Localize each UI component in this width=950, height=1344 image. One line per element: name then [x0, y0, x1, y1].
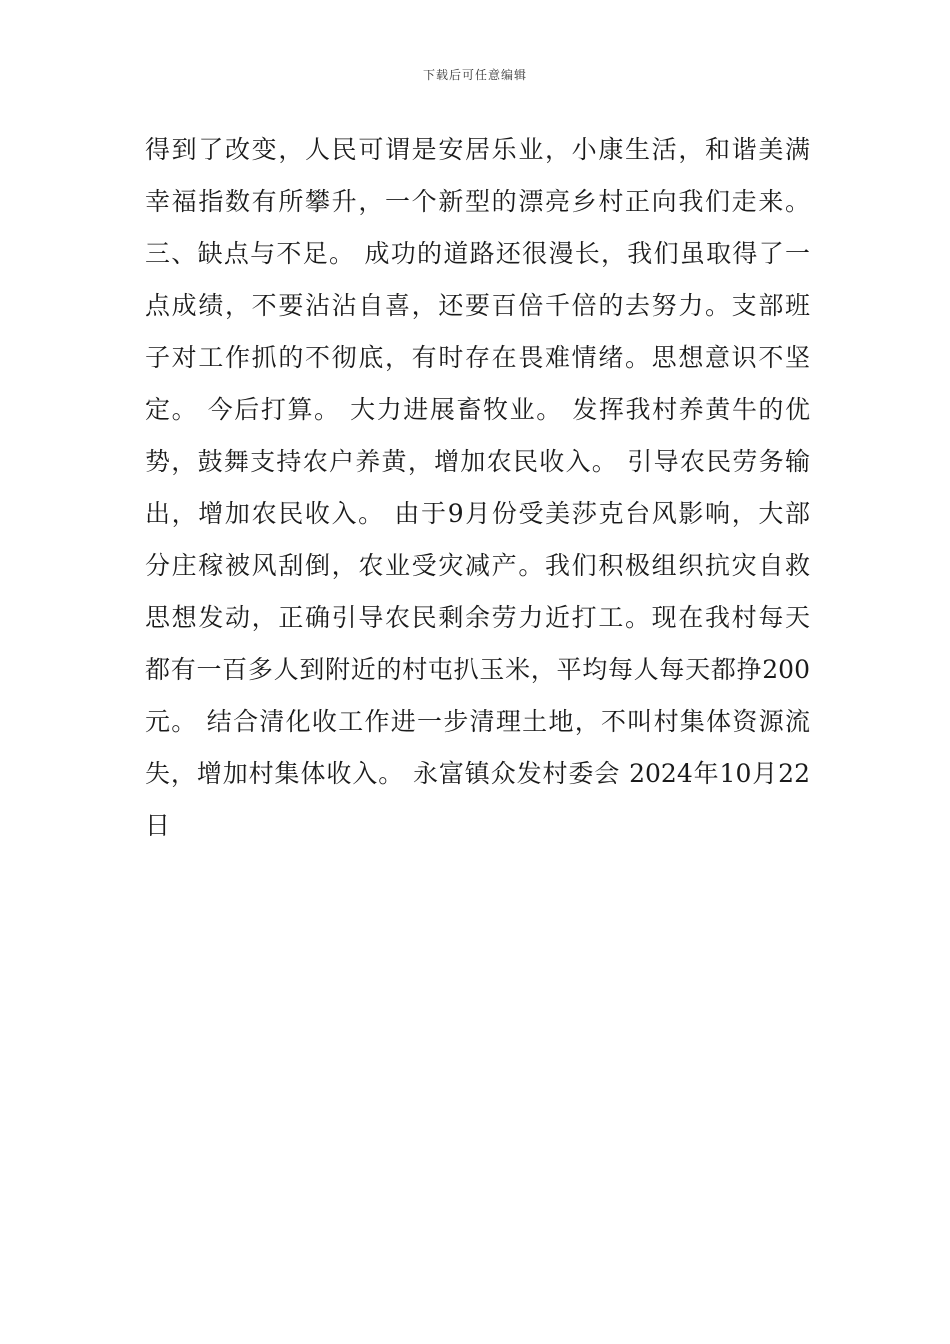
- page-header: 下载后可任意编辑: [422, 68, 527, 82]
- body-line: 分庄稼被风刮倒，农业受灾减产。我们积极组织抗灾自救: [145, 551, 810, 580]
- body-line: 出，增加农民收入。 由于9月份受美莎克台风影响，大部: [145, 499, 810, 528]
- body-line: 都有一百多人到附近的村屯扒玉米，平均每人每天都挣200: [145, 655, 810, 684]
- body-line: 子对工作抓的不彻底，有时存在畏难情绪。思想意识不坚: [145, 343, 810, 372]
- body-line: 思想发动，正确引导农民剩余劳力近打工。现在我村每天: [145, 603, 810, 632]
- body-line: 得到了改变，人民可谓是安居乐业，小康生活，和谐美满: [145, 135, 810, 164]
- body-line: 失，增加村集体收入。 永富镇众发村委会 2024年10月22: [145, 759, 810, 788]
- body-line: 定。 今后打算。 大力进展畜牧业。 发挥我村养黄牛的优: [145, 395, 810, 424]
- body-line-last: 日: [145, 811, 171, 840]
- body-line: 元。 结合清化收工作进一步清理土地，不叫村集体资源流: [145, 707, 810, 736]
- body-line: 三、缺点与不足。 成功的道路还很漫长，我们虽取得了一: [145, 239, 810, 268]
- body-line: 点成绩，不要沾沾自喜，还要百倍千倍的去努力。支部班: [145, 291, 810, 320]
- body-line: 幸福指数有所攀升，一个新型的漂亮乡村正向我们走来。: [145, 187, 810, 216]
- document-body: [145, 124, 810, 852]
- body-line: 势，鼓舞支持农户养黄，增加农民收入。 引导农民劳务输: [145, 447, 810, 476]
